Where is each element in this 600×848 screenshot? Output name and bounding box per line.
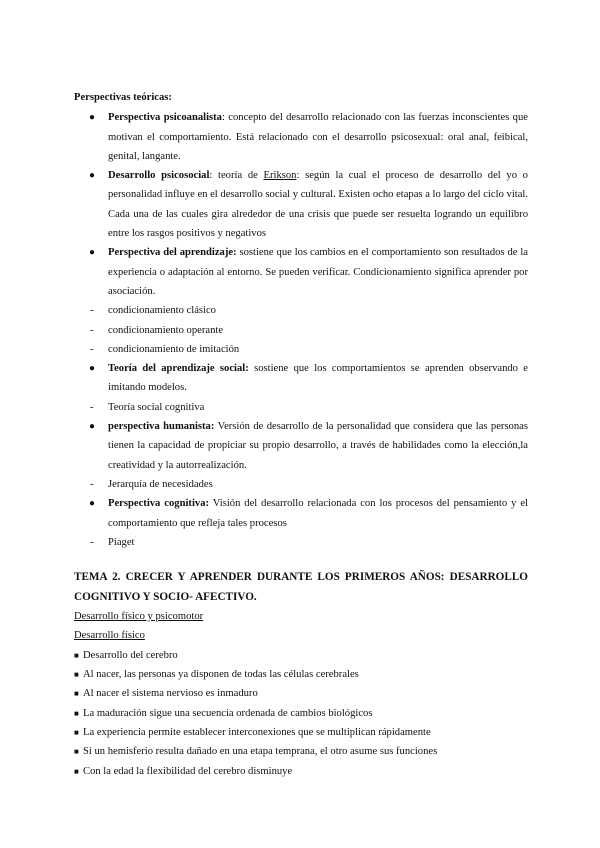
list-item (74, 646, 528, 665)
dash-icon: - (90, 401, 94, 413)
author-name: Erikson (263, 170, 297, 182)
bullet-icon: ● (89, 170, 96, 182)
small-square-icon: ■ (74, 650, 79, 660)
subheading-fisico-psicomotor: Desarrollo físico y psicomotor (74, 611, 204, 623)
definition-pre: : teoría de (209, 170, 264, 182)
definition: : según la cual el proceso de desarrollo del yo o personalidad influye en el desarrollo social y cultural. Existen ocho etapas a lo largo del ciclo vital. Cada una de las cuales gira alrededor de una crisis que puede ser resuelta logrando un equilibro entre los rasgos positivos y negativos (108, 170, 528, 240)
dash-item (74, 321, 528, 340)
definition: sostiene que los comportamientos se aprenden observando e imitando modelos. (108, 363, 528, 394)
dash-text: condicionamiento operante (108, 324, 224, 336)
term: Perspectiva del aprendizaje: (108, 247, 237, 259)
list-item (74, 704, 528, 723)
bullet-psicoanalista (74, 108, 528, 166)
dash-text: condicionamiento clásico (108, 305, 216, 317)
bullet-icon: ● (89, 421, 96, 433)
dash-text: Jerarquía de necesidades (108, 478, 213, 490)
dash-icon: - (90, 324, 94, 336)
bullet-cognitiva (74, 494, 528, 533)
definition: : concepto del desarrollo relacionado con las fuerzas inconscientes que motivan el comportamiento. Está relacionado con el desarrollo psicosexual: oral anal, feibical, genital, langante. (108, 112, 528, 162)
small-square-icon: ■ (74, 670, 79, 680)
bullet-icon: ● (89, 247, 96, 259)
term: Desarrollo psicosocial (108, 170, 210, 182)
list-text: Al nacer el sistema nervioso es inmaduro (83, 688, 258, 700)
term: perspectiva humanista: (108, 421, 215, 433)
list-text: Con la edad la flexibilidad del cerebro disminuye (83, 765, 293, 777)
bullet-aprendizaje (74, 243, 528, 301)
dash-text: Teoría social cognitiva (108, 401, 205, 413)
list-text: La experiencia permite establecer interconexiones que se multiplican rápidamente (83, 726, 431, 738)
dash-item (74, 340, 528, 359)
small-square-icon: ■ (74, 708, 79, 718)
list-text: La maduración sigue una secuencia ordenada de cambios biológicos (83, 707, 373, 719)
dash-item (74, 475, 528, 494)
list-text: Desarrollo del cerebro (83, 649, 178, 661)
small-square-icon: ■ (74, 727, 79, 737)
bullet-icon: ● (89, 363, 96, 375)
list-item (74, 723, 528, 742)
term: Teoría del aprendizaje social: (108, 363, 249, 375)
dash-icon: - (90, 536, 94, 548)
term: Perspectiva psicoanalista (108, 112, 222, 124)
definition: Visión del desarrollo relacionada con los procesos del pensamiento y el comportamiento que refleja tales procesos (108, 498, 528, 529)
list-text: Al nacer, las personas ya disponen de todas las células cerebrales (83, 669, 359, 681)
list-item (74, 762, 528, 781)
tema-title: TEMA 2. CRECER Y APRENDER DURANTE LOS PRIMEROS AÑOS: DESARROLLO COGNITIVO Y SOCIO- AFECTIVO. (74, 571, 528, 603)
section-title: Perspectivas teóricas: (74, 92, 172, 103)
dash-icon: - (90, 305, 94, 317)
dash-text: Piaget (108, 536, 135, 548)
dash-item (74, 398, 528, 417)
bullet-aprendizaje-social (74, 359, 528, 398)
dash-item (74, 533, 528, 552)
dash-icon: - (90, 478, 94, 490)
list-text: Si un hemisferio resulta dañado en una etapa temprana, el otro asume sus funciones (83, 746, 438, 758)
definition: Versión de desarrollo de la personalidad que considera que las personas tienen la capacidad de propiciar su propio desarrollo, a través de habilidades como la elección,la creatividad y la autorrealización. (108, 421, 528, 471)
dash-icon: - (90, 343, 94, 355)
document-page (74, 88, 528, 781)
list-item (74, 742, 528, 761)
definition: sostiene que los cambios en el comportamiento son resultados de la experiencia o adaptación al entorno. Se pueden verificar. Condicionamiento significa aprender por asociación. (108, 247, 528, 297)
small-square-icon: ■ (74, 766, 79, 776)
bullet-humanista (74, 417, 528, 475)
subheading-fisico: Desarrollo físico (74, 630, 145, 642)
term: Perspectiva cognitiva: (108, 498, 210, 510)
bullet-icon: ● (89, 498, 96, 510)
bullet-psicosocial (74, 166, 528, 243)
dash-text: condicionamiento de imitación (108, 343, 240, 355)
list-item (74, 665, 528, 684)
bullet-icon: ● (89, 112, 96, 124)
small-square-icon: ■ (74, 689, 79, 699)
dash-item (74, 301, 528, 320)
list-item (74, 684, 528, 703)
small-square-icon: ■ (74, 747, 79, 757)
